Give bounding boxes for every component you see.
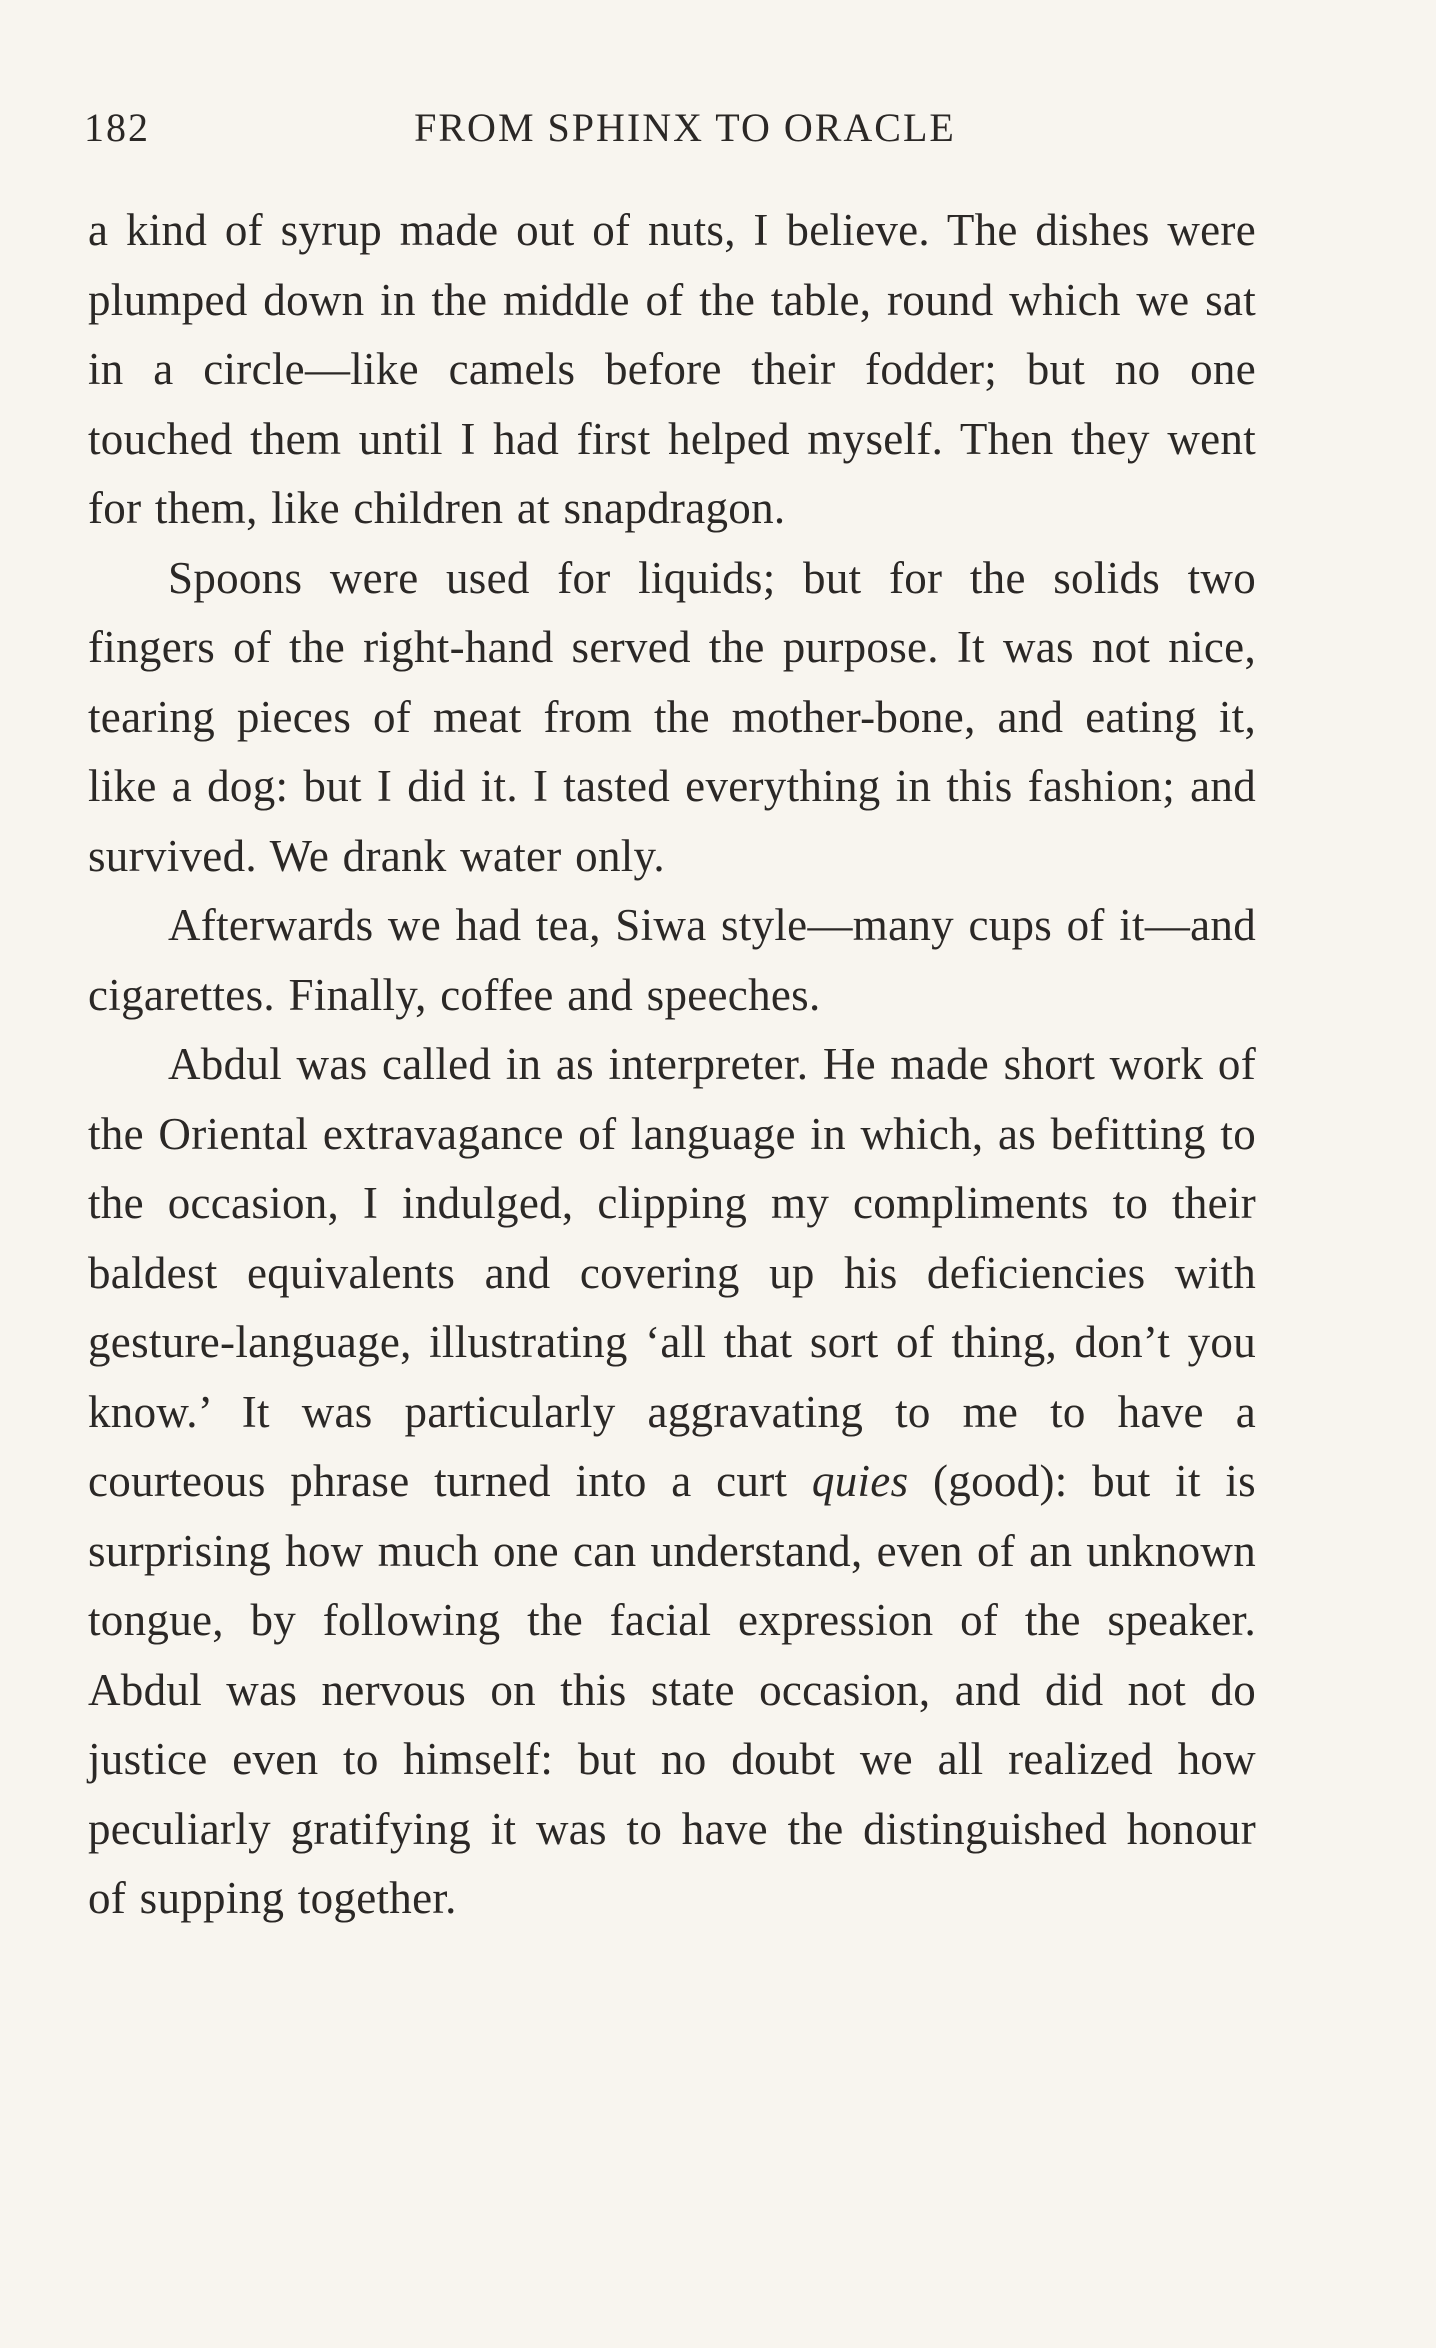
paragraph-4-text-after: (good): but it is surprising how much one can understand, even of an unknown tongue, by following the facial expression of the speaker. Abdul was nervous on this state occasion, and did not do justice even to himself: but no doubt we all realized how peculiarly gratifying it was to have the distinguished honour of supping together.	[88, 1456, 1256, 1923]
foreign-word: quies	[811, 1456, 909, 1506]
paragraph-4	[88, 1030, 1256, 1934]
paragraph-2: Spoons were used for liquids; but for the solids two fingers of the right-hand served the purpose. It was not nice, tearing pieces of meat from the mother-bone, and eating it, like a dog: but I did it. I tasted everything in this fashion; and survived. We drank water only.	[88, 552, 1256, 881]
paragraph-1: a kind of syrup made out of nuts, I believe. The dishes were plumped down in the middle of the table, round which we sat in a circle—like camels before their fodder; but no one touched them until I had first helped myself. Then they went for them, like children at snapdragon.	[88, 205, 1256, 533]
page-header	[84, 104, 1256, 164]
running-title: FROM SPHINX TO ORACLE	[414, 105, 956, 150]
body-text	[88, 196, 1256, 1934]
paragraph-3: Afterwards we had tea, Siwa style—many cups of it—and cigarettes. Finally, coffee and speeches.	[88, 900, 1256, 1020]
paragraph-4-text-before: Abdul was called in as interpreter. He made short work of the Oriental extravagance of language in which, as befitting to the occasion, I indulged, clipping my compliments to their baldest equivalents and covering up his deficiencies with gesture-language, illustrating ‘all that sort of thing, don’t you know.’ It was particularly aggravating to me to have a courteous phrase turned into a curt	[88, 1039, 1256, 1506]
page-number: 182	[84, 105, 150, 150]
